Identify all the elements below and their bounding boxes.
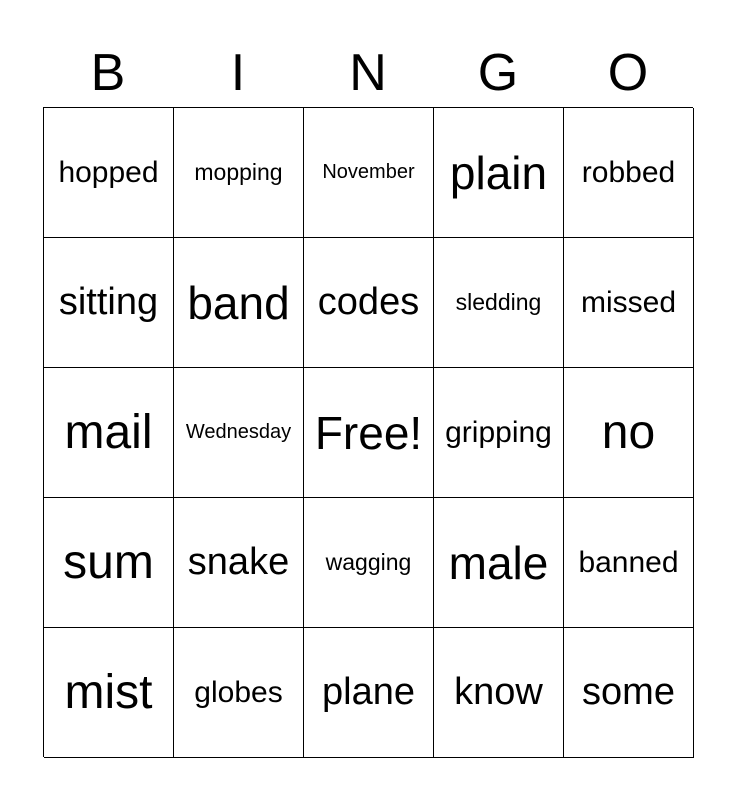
bingo-cell[interactable]: wagging — [304, 498, 434, 628]
bingo-cell-free[interactable]: Free! — [304, 368, 434, 498]
bingo-cell[interactable]: Wednesday — [174, 368, 304, 498]
header-letter-n: N — [349, 44, 387, 102]
bingo-header — [43, 42, 693, 104]
bingo-cell[interactable]: mist — [44, 628, 174, 758]
bingo-cell[interactable]: know — [434, 628, 564, 758]
bingo-cell[interactable]: sitting — [44, 238, 174, 368]
bingo-cell[interactable]: gripping — [434, 368, 564, 498]
bingo-cell[interactable]: missed — [564, 238, 694, 368]
header-letter-o: O — [607, 44, 649, 102]
bingo-cell[interactable]: snake — [174, 498, 304, 628]
bingo-cell[interactable]: banned — [564, 498, 694, 628]
bingo-cell[interactable]: hopped — [44, 108, 174, 238]
bingo-cell[interactable]: sum — [44, 498, 174, 628]
bingo-cell[interactable]: sledding — [434, 238, 564, 368]
header-letter-g: G — [477, 44, 519, 102]
bingo-cell[interactable]: robbed — [564, 108, 694, 238]
bingo-cell[interactable]: codes — [304, 238, 434, 368]
bingo-cell[interactable]: mail — [44, 368, 174, 498]
bingo-cell[interactable]: band — [174, 238, 304, 368]
bingo-cell[interactable]: plain — [434, 108, 564, 238]
bingo-cell[interactable]: plane — [304, 628, 434, 758]
bingo-cell[interactable]: some — [564, 628, 694, 758]
bingo-cell[interactable]: November — [304, 108, 434, 238]
header-letter-i: I — [230, 44, 246, 102]
bingo-cell[interactable]: globes — [174, 628, 304, 758]
bingo-cell[interactable]: male — [434, 498, 564, 628]
bingo-board — [43, 107, 693, 757]
bingo-cell[interactable]: mopping — [174, 108, 304, 238]
bingo-cell[interactable]: no — [564, 368, 694, 498]
header-letter-b: B — [90, 44, 126, 102]
